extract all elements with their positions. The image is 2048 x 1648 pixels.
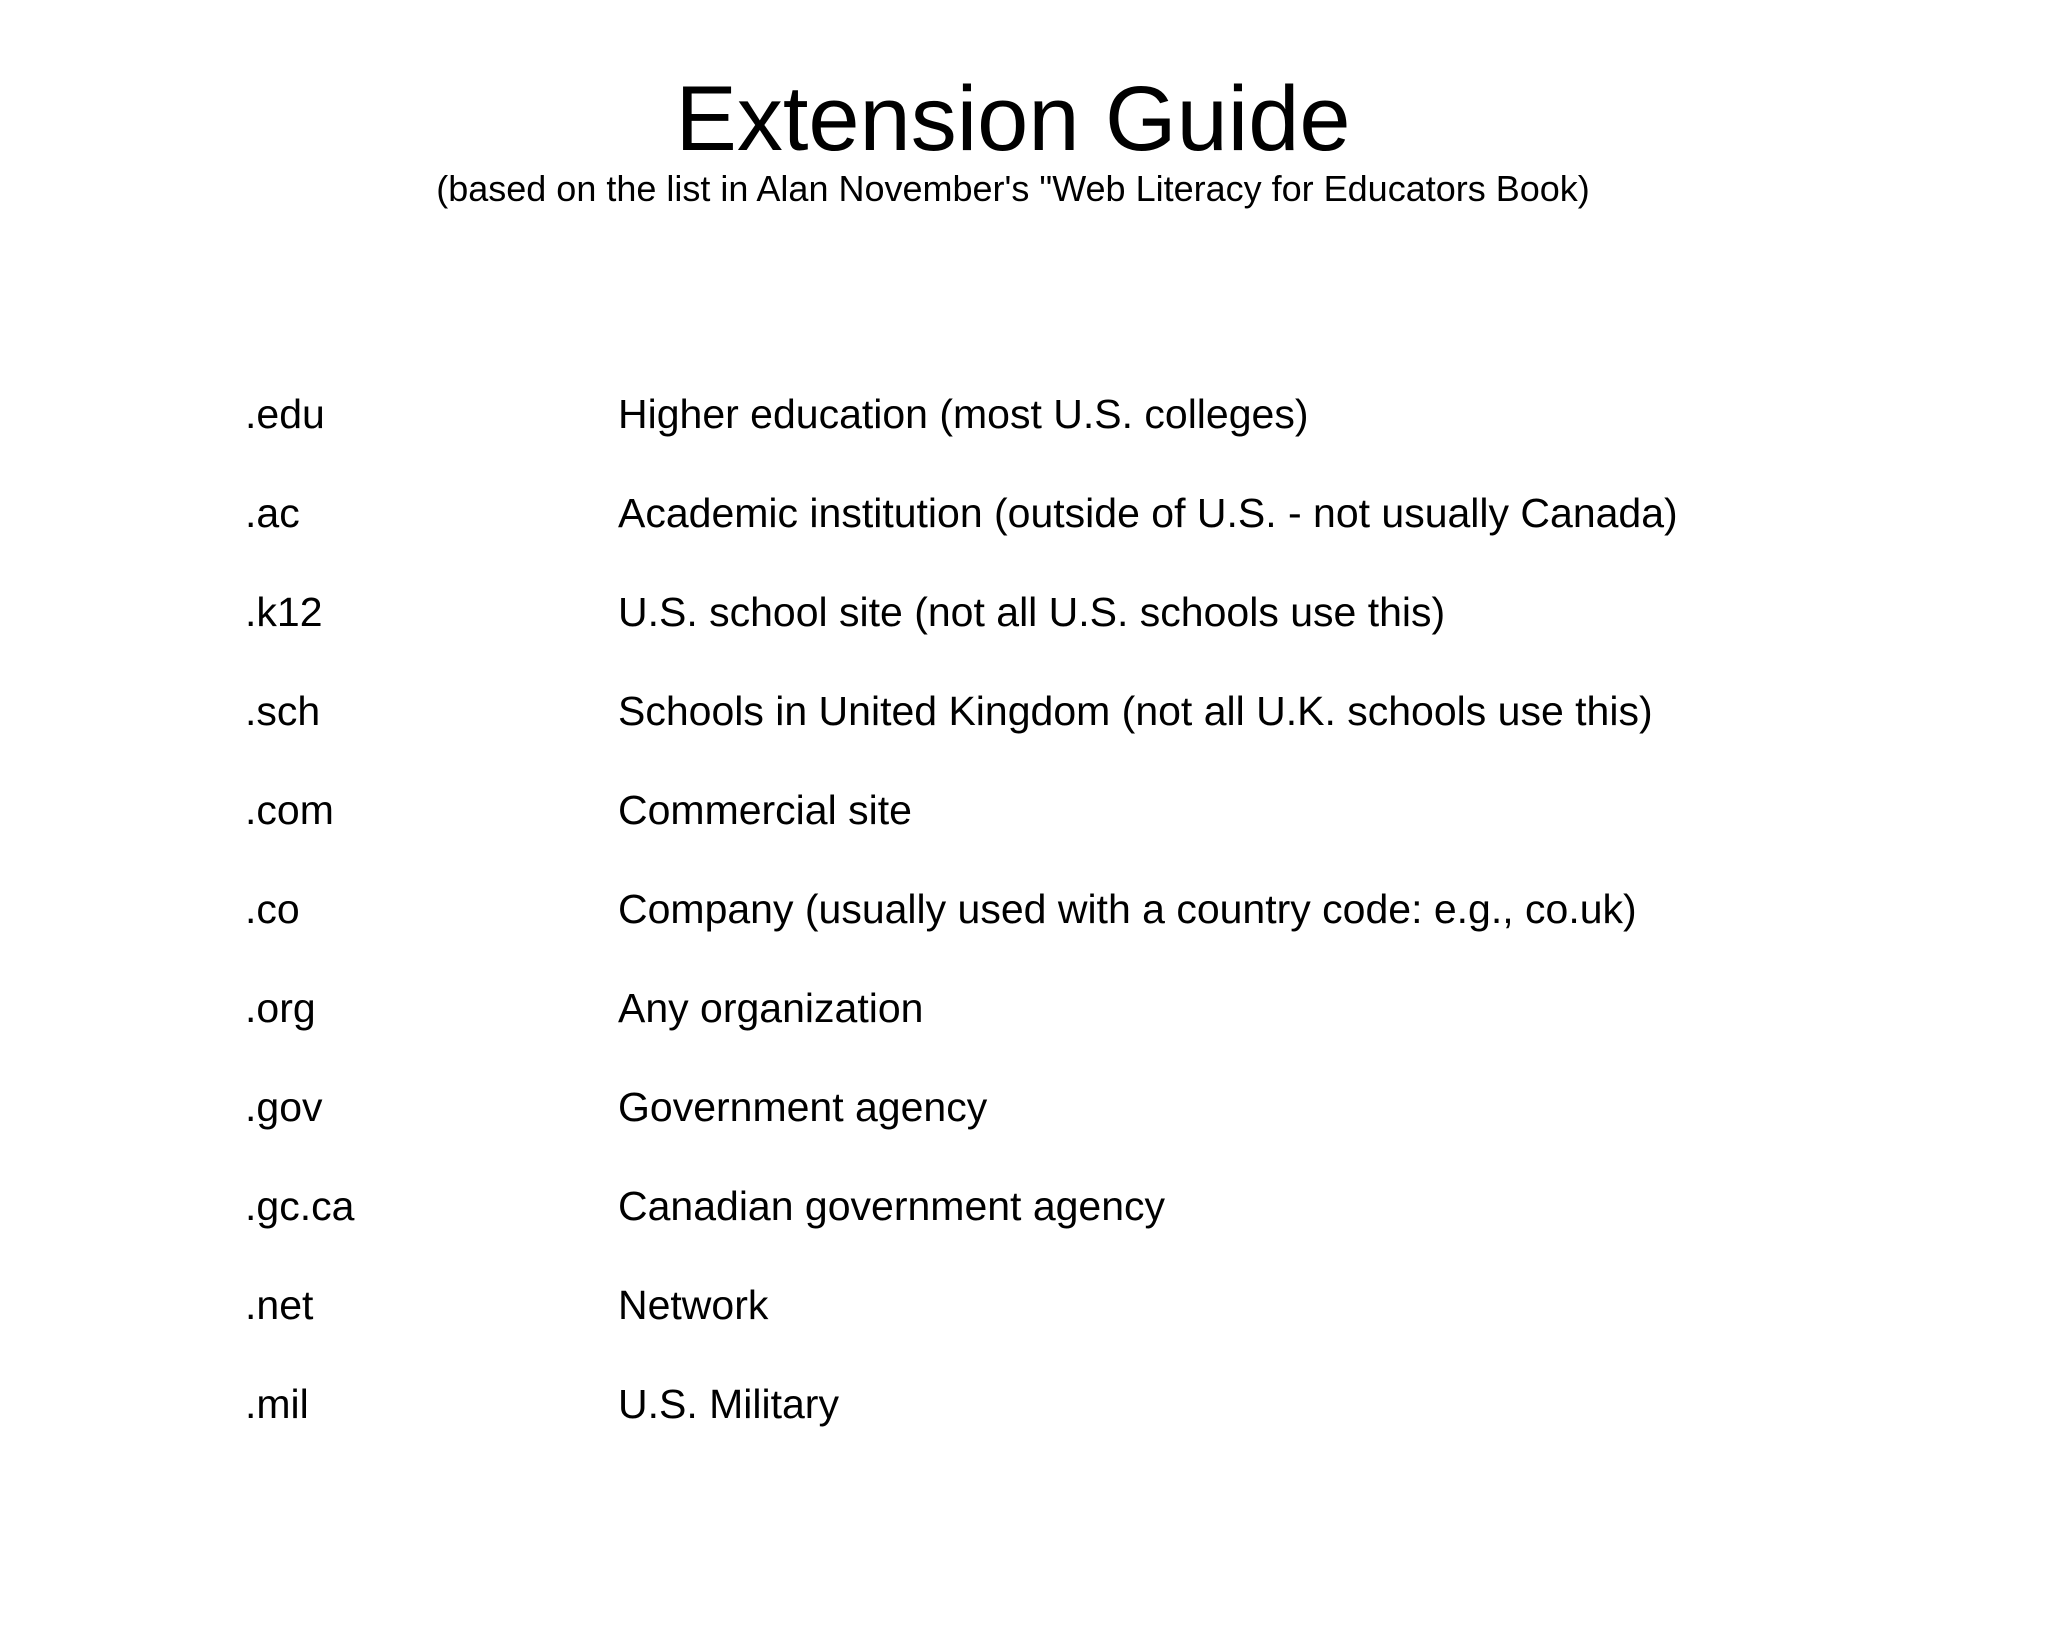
- extension-description: Commercial site: [618, 787, 912, 833]
- page-title: Extension Guide: [675, 68, 1351, 170]
- table-row: [245, 1281, 1678, 1380]
- extension-description: U.S. Military: [618, 1381, 839, 1427]
- table-row: [245, 588, 1678, 687]
- extension-description: U.S. school site (not all U.S. schools use this): [618, 589, 1446, 635]
- extension-code: .edu: [245, 391, 325, 437]
- extension-code: .mil: [245, 1381, 309, 1427]
- table-row: [245, 390, 1678, 489]
- extension-code: .com: [245, 787, 334, 833]
- extension-description: Canadian government agency: [618, 1183, 1166, 1229]
- page-subtitle: (based on the list in Alan November's "Web Literacy for Educators Book): [436, 168, 1590, 209]
- extension-description: Academic institution (outside of U.S. - not usually Canada): [618, 490, 1678, 536]
- extension-code: .net: [245, 1282, 314, 1328]
- extension-code: .co: [245, 886, 300, 932]
- extension-code: .org: [245, 985, 316, 1031]
- table-row: [245, 1083, 1678, 1182]
- extension-code: .ac: [245, 490, 300, 536]
- extension-description: Government agency: [618, 1084, 988, 1130]
- table-row: [245, 687, 1678, 786]
- extension-description: Schools in United Kingdom (not all U.K. schools use this): [618, 688, 1653, 734]
- table-row: [245, 786, 1678, 885]
- extension-description: Higher education (most U.S. colleges): [618, 391, 1309, 437]
- extension-description: Company (usually used with a country code: e.g., co.uk): [618, 886, 1637, 932]
- table-row: [245, 885, 1678, 984]
- extension-code: .k12: [245, 589, 323, 635]
- extension-code: .gc.ca: [245, 1183, 355, 1229]
- table-row: [245, 984, 1678, 1083]
- extension-code: .sch: [245, 688, 321, 734]
- extension-description: Any organization: [618, 985, 924, 1031]
- table-row: [245, 1380, 1678, 1479]
- extension-code: .gov: [245, 1084, 323, 1130]
- table-row: [245, 1182, 1678, 1281]
- extension-table: [245, 390, 1678, 1479]
- extension-description: Network: [618, 1282, 769, 1328]
- table-row: [245, 489, 1678, 588]
